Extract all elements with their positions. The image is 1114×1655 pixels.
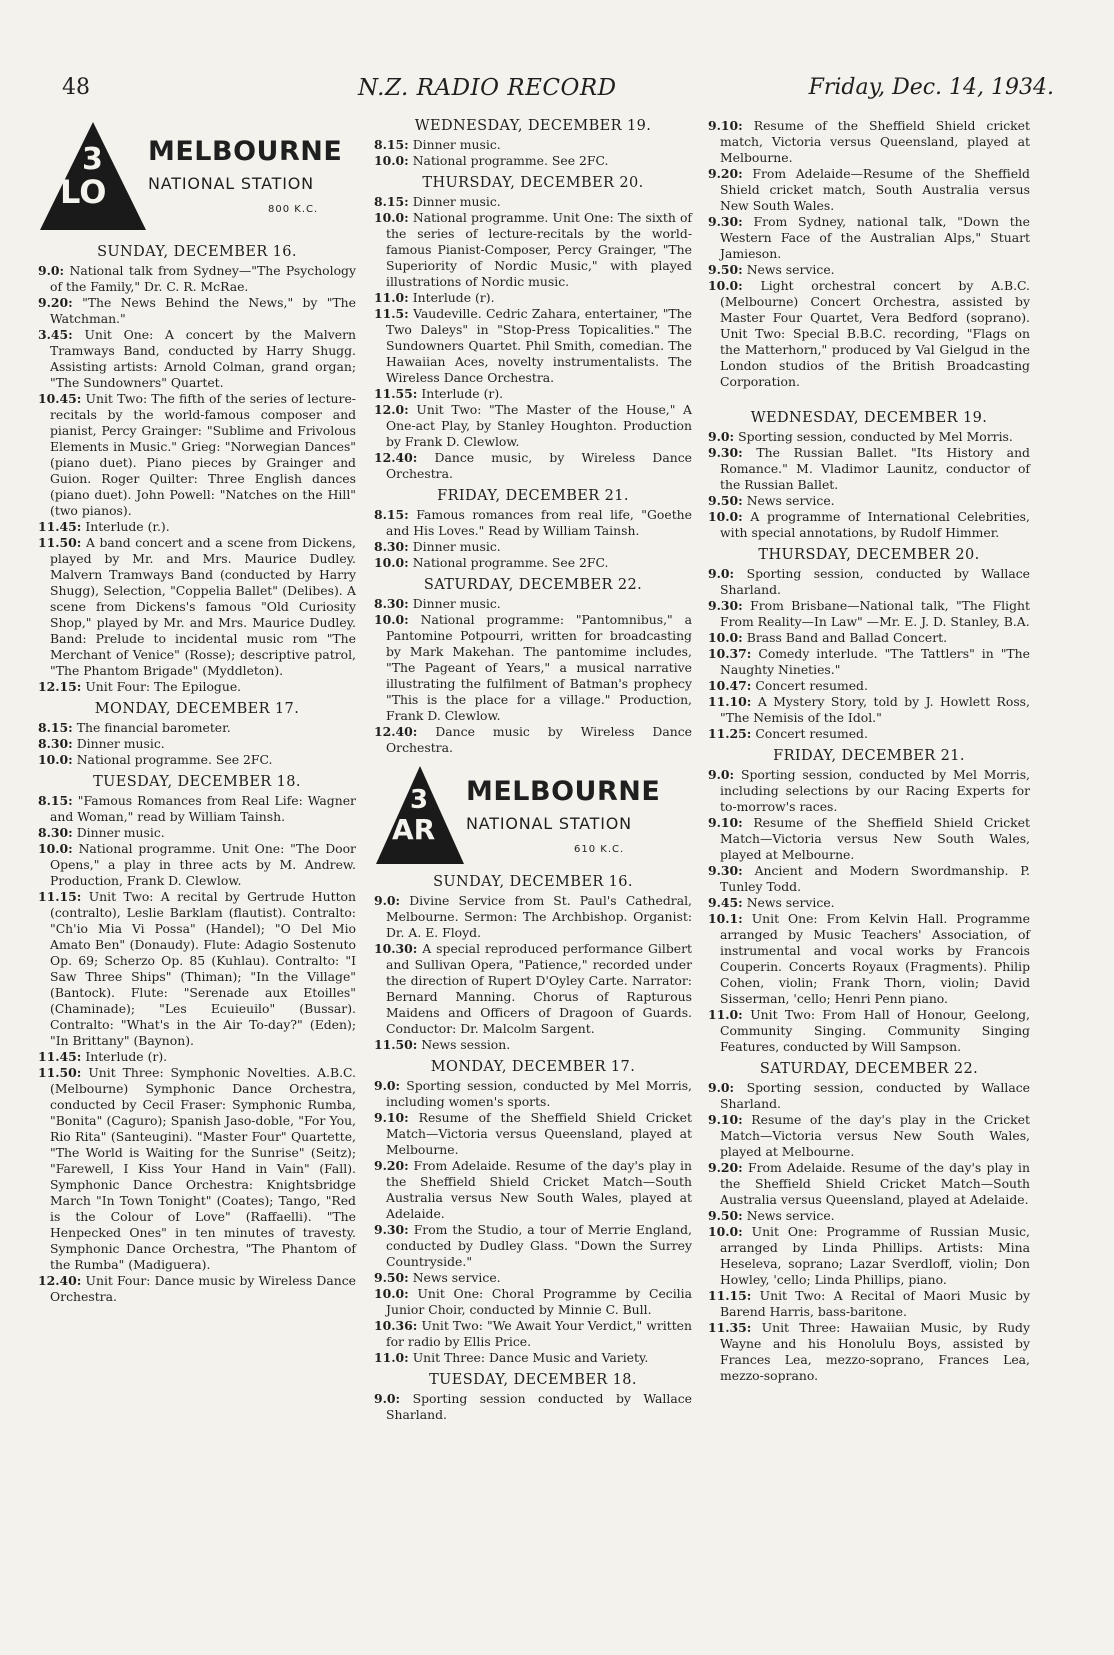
program-entry — [708, 911, 1030, 1007]
station-city: MELBOURNE — [466, 776, 661, 807]
program-text: Dinner music. — [76, 736, 165, 751]
program-time: 9.0: — [374, 893, 401, 908]
program-entry — [38, 1065, 356, 1273]
program-time: 10.0: — [374, 153, 409, 168]
program-text: Interlude (r.). — [85, 519, 170, 534]
program-entry — [38, 519, 356, 535]
program-text: Sporting session, conducted by Mel Morris, including women's sports. — [386, 1078, 692, 1109]
day-heading: FRIDAY, DECEMBER 21. — [437, 488, 629, 504]
program-entry — [708, 726, 1030, 742]
program-entry — [374, 893, 692, 941]
program-text: Interlude (r). — [412, 290, 495, 305]
program-entry — [708, 118, 1030, 166]
program-time: 9.10: — [708, 815, 743, 830]
program-time: 10.0: — [708, 509, 743, 524]
program-entry — [374, 1391, 692, 1423]
station-logo-3ar — [374, 764, 692, 868]
program-text: News session. — [421, 1037, 511, 1052]
program-list — [374, 507, 692, 571]
day-heading: SUNDAY, DECEMBER 16. — [433, 874, 633, 890]
program-entry — [38, 825, 356, 841]
program-entry — [374, 539, 692, 555]
program-time: 9.30: — [708, 445, 743, 460]
program-text: A programme of International Celebrities, with special annotations, by Rudolf Himmer. — [720, 509, 1030, 540]
program-entry — [374, 1222, 692, 1270]
program-time: 9.50: — [708, 493, 743, 508]
program-entry — [38, 720, 356, 736]
program-time: 9.30: — [708, 214, 743, 229]
program-list — [38, 263, 356, 695]
program-text: Unit Three: Hawaiian Music, by Rudy Wayne and his Honolulu Boys, assisted by Frances Lea, mezzo-soprano, Frances Lea, mezzo-soprano. — [720, 1320, 1030, 1383]
program-entry — [708, 646, 1030, 678]
program-time: 9.0: — [708, 429, 735, 444]
program-entry — [374, 507, 692, 539]
program-entry — [708, 278, 1030, 390]
program-time: 9.20: — [708, 166, 743, 181]
program-time: 8.15: — [38, 793, 73, 808]
program-time: 11.55: — [374, 386, 418, 401]
program-entry — [374, 290, 692, 306]
program-text: National programme. See 2FC. — [76, 752, 273, 767]
program-entry — [708, 863, 1030, 895]
program-entry — [708, 1007, 1030, 1055]
program-time: 10.0: — [708, 278, 743, 293]
program-time: 11.15: — [708, 1288, 752, 1303]
program-list — [374, 893, 692, 1053]
program-entry — [708, 166, 1030, 214]
program-time: 10.45: — [38, 391, 82, 406]
program-text: Unit One: From Kelvin Hall. Programme arranged by Music Teachers' Association, of instrumental and vocal works by Francois Couperin. Concerts Royaux (Fragments). Philip Cohen, violin; Frank Thorn, violin; David Sisserman, 'cello; Henri Penn piano. — [720, 911, 1030, 1006]
program-entry — [374, 1078, 692, 1110]
program-time: 8.30: — [38, 825, 73, 840]
program-text: Famous romances from real life, "Goethe and His Loves." Read by William Tainsh. — [386, 507, 692, 538]
program-text: National programme. See 2FC. — [412, 555, 609, 570]
program-entry — [708, 445, 1030, 493]
program-time: 10.1: — [708, 911, 743, 926]
day-heading: TUESDAY, DECEMBER 18. — [429, 1372, 637, 1388]
program-time: 11.45: — [38, 519, 82, 534]
program-time: 10.0: — [374, 555, 409, 570]
page-header — [62, 75, 1054, 105]
program-time: 11.45: — [38, 1049, 82, 1064]
day-heading: SATURDAY, DECEMBER 22. — [423, 577, 643, 593]
program-entry — [38, 841, 356, 889]
program-entry — [708, 1288, 1030, 1320]
program-text: Divine Service from St. Paul's Cathedral, Melbourne. Sermon: The Archbishop. Organist: Dr. A. E. Floyd. — [386, 893, 692, 940]
program-time: 10.30: — [374, 941, 418, 956]
program-list — [374, 137, 692, 169]
station-type: NATIONAL STATION — [148, 174, 314, 193]
program-entry — [708, 678, 1030, 694]
day-heading: WEDNESDAY, DECEMBER 19. — [750, 410, 988, 426]
program-entry — [38, 327, 356, 391]
program-text: Dinner music. — [76, 825, 165, 840]
program-text: Unit Two: A recital by Gertrude Hutton (contralto), Leslie Barklam (flautist). Contralto: "Ch'io Mia Vi Possa" (Handel); "O Del Mio Amato Ben" (Donaudy). Flute: Adagio Sostenuto Op. 69; Scherzo Op. 85 (Kuhlau). Contralto: "I Saw Three Ships" (Thiman); "In the Village" (Bantock). Flute: "Serenade aux Etoilles" (Chaminade); "Les Ecuieuilo" (Bussar). Contralto: "What's in the Air To-day?" (Eden); "In Brittany" (Baynon). — [50, 889, 356, 1048]
station-frequency: 610 K.C. — [574, 844, 625, 855]
program-text: Sporting session conducted by Wallace Sharland. — [386, 1391, 692, 1422]
program-text: Unit One: Choral Programme by Cecilia Junior Choir, conducted by Minnie C. Bull. — [386, 1286, 692, 1317]
publication-title: N.Z. RADIO RECORD — [358, 75, 617, 101]
program-text: From the Studio, a tour of Merrie England, conducted by Dudley Glass. "Down the Surrey Countryside." — [386, 1222, 692, 1269]
program-time: 11.50: — [374, 1037, 418, 1052]
program-entry — [374, 210, 692, 290]
program-time: 8.30: — [38, 736, 73, 751]
program-text: From Adelaide. Resume of the day's play in the Sheffield Shield Cricket Match—South Australia versus New South Wales, played at Adelaide. — [386, 1158, 692, 1221]
program-entry — [374, 1270, 692, 1286]
day-heading: MONDAY, DECEMBER 17. — [94, 701, 300, 717]
column-2 — [374, 118, 692, 1423]
program-entry — [38, 736, 356, 752]
program-text: Comedy interlude. "The Tattlers" in "The Naughty Nineties." — [720, 646, 1030, 677]
program-text: National programme: "Pantomnibus," a Pantomine Potpourri, written for broadcasting by Mark Makehan. The pantomime includes, "The Pageant of Years," a musical narrative illustrating the fulfilment of Batman's prophecy "This is the place for a village." Production, Frank D. Clewlow. — [386, 612, 692, 723]
program-entry — [374, 1318, 692, 1350]
program-time: 12.15: — [38, 679, 82, 694]
program-time: 11.5: — [374, 306, 409, 321]
program-time: 9.30: — [708, 598, 743, 613]
program-time: 11.0: — [374, 1350, 409, 1365]
program-list — [708, 118, 1030, 390]
program-time: 11.10: — [708, 694, 752, 709]
station-logo-3lo — [38, 118, 356, 238]
program-text: Unit Two: "The Master of the House," A One-act Play, by Stanley Houghton. Production by Frank D. Clewlow. — [386, 402, 692, 449]
program-entry — [374, 1286, 692, 1318]
program-text: Unit Two: The fifth of the series of lecture-recitals by the world-famous composer and pianist, Percy Grainger: "Sublime and Frivolous Elements in Music." Grieg: "Norwegian Dances" (piano duet). Piano pieces by Grainger and Guion. Roger Quilter: Three English dances (piano duet). John Powell: "Natches on the Hill" (two pianos). — [50, 391, 356, 518]
program-text: Interlude (r). — [85, 1049, 168, 1064]
program-text: Sporting session, conducted by Wallace Sharland. — [720, 566, 1030, 597]
call-sign-top: 3 — [82, 142, 103, 177]
program-time: 12.40: — [374, 724, 418, 739]
program-entry — [708, 630, 1030, 646]
program-text: Vaudeville. Cedric Zahara, entertainer, "The Two Daleys" in "Stop-Press Topicalities." The Sundowners Quartet. Phil Smith, comedian. The Hawaiian Aces, novelty instrumentalists. The Wireless Dance Orchestra. — [386, 306, 692, 385]
column-1 — [38, 118, 356, 1305]
program-text: News service. — [746, 262, 835, 277]
day-heading: SUNDAY, DECEMBER 16. — [97, 244, 297, 260]
program-entry — [708, 1160, 1030, 1208]
program-text: Dinner music. — [412, 194, 501, 209]
program-text: Sporting session, conducted by Wallace Sharland. — [720, 1080, 1030, 1111]
program-time: 10.0: — [708, 1224, 743, 1239]
program-time: 11.35: — [708, 1320, 752, 1335]
program-time: 12.40: — [38, 1273, 82, 1288]
program-entry — [374, 306, 692, 386]
program-text: From Brisbane—National talk, "The Flight From Reality—In Law" —Mr. E. J. D. Stanley, B.A. — [720, 598, 1030, 629]
program-text: Unit Three: Dance Music and Variety. — [412, 1350, 649, 1365]
program-text: National programme. See 2FC. — [412, 153, 609, 168]
program-time: 8.15: — [374, 507, 409, 522]
program-time: 10.0: — [38, 841, 73, 856]
program-text: From Adelaide. Resume of the day's play in the Sheffield Shield Cricket Match—South Australia versus Queensland, played at Adelaide. — [720, 1160, 1030, 1207]
program-entry — [38, 752, 356, 768]
program-entry — [38, 295, 356, 327]
program-text: News service. — [412, 1270, 501, 1285]
program-time: 3.45: — [38, 327, 73, 342]
station-city: MELBOURNE — [148, 136, 343, 167]
program-entry — [708, 1112, 1030, 1160]
program-entry — [374, 194, 692, 210]
program-text: "Famous Romances from Real Life: Wagner and Woman," read by William Tainsh. — [50, 793, 356, 824]
issue-date: Friday, Dec. 14, 1934. — [808, 75, 1054, 100]
program-list — [374, 194, 692, 482]
program-list — [374, 1391, 692, 1423]
program-list — [708, 767, 1030, 1055]
program-entry — [708, 1320, 1030, 1384]
program-text: Brass Band and Ballad Concert. — [746, 630, 948, 645]
program-text: A Mystery Story, told by J. Howlett Ross, "The Nemisis of the Idol." — [720, 694, 1030, 725]
program-entry — [708, 694, 1030, 726]
program-time: 9.50: — [374, 1270, 409, 1285]
program-entry — [374, 1350, 692, 1366]
program-entry — [374, 402, 692, 450]
program-time: 9.0: — [708, 767, 735, 782]
program-time: 9.20: — [374, 1158, 409, 1173]
program-time: 10.0: — [374, 612, 409, 627]
program-list — [708, 429, 1030, 541]
program-text: Resume of the Sheffield Shield Cricket Match—Victoria versus Queensland, played at Melbourne. — [386, 1110, 692, 1157]
program-list — [374, 596, 692, 756]
program-text: Concert resumed. — [755, 678, 868, 693]
program-time: 9.30: — [708, 863, 743, 878]
call-sign-top: 3 — [410, 785, 429, 815]
program-entry — [38, 535, 356, 679]
program-entry — [374, 386, 692, 402]
program-time: 8.15: — [374, 194, 409, 209]
program-text: Sporting session, conducted by Mel Morris. — [738, 429, 1013, 444]
program-entry — [38, 1049, 356, 1065]
program-time: 9.45: — [708, 895, 743, 910]
program-text: From Adelaide—Resume of the Sheffield Shield cricket match, South Australia versus New South Wales. — [720, 166, 1030, 213]
program-time: 11.25: — [708, 726, 752, 741]
program-entry — [374, 1158, 692, 1222]
program-entry — [708, 767, 1030, 815]
program-entry — [374, 724, 692, 756]
day-heading: THURSDAY, DECEMBER 20. — [758, 547, 980, 563]
program-entry — [708, 262, 1030, 278]
program-entry — [708, 493, 1030, 509]
program-list — [38, 720, 356, 768]
program-entry — [708, 895, 1030, 911]
program-text: Dance music, by Wireless Dance Orchestra. — [386, 450, 692, 481]
program-time: 9.20: — [708, 1160, 743, 1175]
program-text: Unit Two: A Recital of Maori Music by Barend Harris, bass-baritone. — [720, 1288, 1030, 1319]
program-text: A band concert and a scene from Dickens, played by Mr. and Mrs. Maurice Dudley. Malvern Tramways Band (conducted by Harry Shugg), Selection, "Coppelia Ballet" (Delibes). A scene from Dickens's famous "Old Curiosity Shop," played by Mr. and Mrs. Maurice Dudley. Band: Prelude to incidental music rom "The Merchant of Venice" (Rosse); descriptive patrol, "The Phantom Brigade" (Myddleton). — [50, 535, 356, 678]
program-time: 8.15: — [38, 720, 73, 735]
program-time: 10.0: — [708, 630, 743, 645]
program-time: 8.15: — [374, 137, 409, 152]
program-text: Unit Three: Symphonic Novelties. A.B.C. (Melbourne) Symphonic Dance Orchestra, conducted by Cecil Fraser: Symphonic Rumba, "Bonita" (Caguro); Spanish Jaso-doble, "For You, Rio Rita" (Santeugini). "Master Four" Quartette, "The World is Waiting for the Sunrise" (Seitz); "Farewell, I Kiss Your Hand in Vain" (Fall). Symphonic Dance Orchestra: Knightsbridge March "In Town Tonight" (Coates); Tango, "Red is the Colour of Love" (Raffaelli). "The Henpecked Ones" in ten minutes of travesty. Symphonic Dance Orchestra, "The Phantom of the Rumba" (Madiguera). — [50, 1065, 356, 1272]
program-entry — [374, 1037, 692, 1053]
program-entry — [708, 1080, 1030, 1112]
program-time: 10.0: — [374, 1286, 409, 1301]
call-sign-bottom: AR — [392, 813, 436, 846]
day-heading: SATURDAY, DECEMBER 22. — [759, 1061, 979, 1077]
program-time: 9.10: — [374, 1110, 409, 1125]
program-time: 11.0: — [708, 1007, 743, 1022]
program-list — [374, 1078, 692, 1366]
day-heading: FRIDAY, DECEMBER 21. — [773, 748, 965, 764]
program-entry — [708, 598, 1030, 630]
day-heading: WEDNESDAY, DECEMBER 19. — [414, 118, 652, 134]
program-time: 11.15: — [38, 889, 82, 904]
program-list — [708, 1080, 1030, 1384]
program-text: Sporting session, conducted by Mel Morris, including selections by our Racing Experts for to-morrow's races. — [720, 767, 1030, 814]
program-entry — [708, 815, 1030, 863]
program-text: Unit Two: "We Await Your Verdict," written for radio by Ellis Price. — [386, 1318, 692, 1349]
program-entry — [374, 137, 692, 153]
program-entry — [374, 1110, 692, 1158]
program-text: Unit Four: Dance music by Wireless Dance Orchestra. — [50, 1273, 356, 1304]
program-text: Dinner music. — [412, 137, 501, 152]
program-time: 9.0: — [374, 1391, 401, 1406]
program-time: 9.50: — [708, 262, 743, 277]
program-text: Unit Four: The Epilogue. — [85, 679, 242, 694]
program-text: National talk from Sydney—"The Psychology of the Family," Dr. C. R. McRae. — [50, 263, 356, 294]
program-time: 10.0: — [38, 752, 73, 767]
column-3 — [708, 118, 1030, 1384]
program-time: 11.0: — [374, 290, 409, 305]
program-entry — [708, 429, 1030, 445]
program-text: News service. — [746, 895, 835, 910]
program-time: 9.0: — [374, 1078, 401, 1093]
program-text: Concert resumed. — [755, 726, 868, 741]
program-text: "The News Behind the News," by "The Watchman." — [50, 295, 356, 326]
program-text: Dinner music. — [412, 596, 501, 611]
program-time: 9.0: — [708, 566, 735, 581]
program-entry — [374, 941, 692, 1037]
day-heading: MONDAY, DECEMBER 17. — [430, 1059, 636, 1075]
station-frequency: 800 K.C. — [268, 204, 319, 215]
program-entry — [708, 509, 1030, 541]
program-entry — [38, 889, 356, 1049]
day-heading: TUESDAY, DECEMBER 18. — [93, 774, 301, 790]
program-text: From Sydney, national talk, "Down the Western Face of the Australian Alps," Stuart Jamieson. — [720, 214, 1030, 261]
program-list — [708, 566, 1030, 742]
program-text: Resume of the Sheffield Shield Cricket Match—Victoria versus New South Wales, played at Melbourne. — [720, 815, 1030, 862]
program-text: Light orchestral concert by A.B.C. (Melbourne) Concert Orchestra, assisted by Master Four Quartet, Vera Bedford (soprano). Unit Two: Special B.B.C. recording, "Flags on the Matterhorn," produced by Val Gielgud in the London studios of the British Broadcasting Corporation. — [720, 278, 1030, 389]
program-entry — [374, 612, 692, 724]
program-text: Unit One: Programme of Russian Music, arranged by Linda Phillips. Artists: Mina Heseleva, soprano; Lazar Sverdloff, violin; Don Howley, 'cello; Linda Phillips, piano. — [720, 1224, 1030, 1287]
program-time: 12.40: — [374, 450, 418, 465]
program-time: 8.30: — [374, 539, 409, 554]
program-time: 9.20: — [38, 295, 73, 310]
call-sign-bottom: LO — [60, 173, 107, 211]
program-time: 8.30: — [374, 596, 409, 611]
program-text: Unit One: A concert by the Malvern Tramways Band, conducted by Harry Shugg. Assisting artists: Arnold Colman, grand organ; "The Sundowners" Quartet. — [50, 327, 356, 390]
program-time: 11.50: — [38, 535, 82, 550]
program-time: 10.0: — [374, 210, 409, 225]
program-text: News service. — [746, 493, 835, 508]
program-entry — [708, 1224, 1030, 1288]
program-time: 9.0: — [708, 1080, 735, 1095]
program-time: 10.37: — [708, 646, 752, 661]
program-list — [38, 793, 356, 1305]
program-entry — [38, 679, 356, 695]
program-time: 10.36: — [374, 1318, 418, 1333]
program-entry — [38, 793, 356, 825]
program-time: 9.50: — [708, 1208, 743, 1223]
program-time: 9.0: — [38, 263, 65, 278]
program-text: The Russian Ballet. "Its History and Romance." M. Vladimor Launitz, conductor of the Russian Ballet. — [720, 445, 1030, 492]
program-text: The financial barometer. — [76, 720, 231, 735]
program-time: 9.10: — [708, 118, 743, 133]
program-entry — [708, 1208, 1030, 1224]
program-text: Dinner music. — [412, 539, 501, 554]
program-time: 12.0: — [374, 402, 409, 417]
program-entry — [38, 1273, 356, 1305]
program-text: Interlude (r). — [421, 386, 504, 401]
program-text: Dance music by Wireless Dance Orchestra. — [386, 724, 692, 755]
program-entry — [374, 450, 692, 482]
program-time: 10.47: — [708, 678, 752, 693]
program-entry — [38, 263, 356, 295]
program-text: A special reproduced performance Gilbert and Sullivan Opera, "Patience," recorded under the direction of Rupert D'Oyley Carte. Narrator: Bernard Manning. Chorus of Rapturous Maidens and Officers of Dragoon of Guards. Conductor: Dr. Malcolm Sargent. — [386, 941, 692, 1036]
program-text: Unit Two: From Hall of Honour, Geelong, Community Singing. Community Singing Features, conducted by Will Sampson. — [720, 1007, 1030, 1054]
program-text: Resume of the Sheffield Shield cricket match, Victoria versus Queensland, played at Melbourne. — [720, 118, 1030, 165]
program-entry — [38, 391, 356, 519]
program-entry — [708, 566, 1030, 598]
program-entry — [374, 596, 692, 612]
program-text: National programme. Unit One: The sixth of the series of lecture-recitals by the world-famous Pianist-Composer, Percy Grainger, "The Superiority of Nordic Music," with played illustrations of Nordic music. — [386, 210, 692, 289]
day-heading: THURSDAY, DECEMBER 20. — [422, 175, 644, 191]
program-text: News service. — [746, 1208, 835, 1223]
program-text: National programme. Unit One: "The Door Opens," a play in three acts by M. Andrew. Production, Frank D. Clewlow. — [50, 841, 356, 888]
program-entry — [708, 214, 1030, 262]
program-time: 11.50: — [38, 1065, 82, 1080]
program-time: 9.30: — [374, 1222, 409, 1237]
program-text: Resume of the day's play in the Cricket Match—Victoria versus New South Wales, played at Melbourne. — [720, 1112, 1030, 1159]
station-type: NATIONAL STATION — [466, 814, 632, 833]
program-text: Ancient and Modern Swordmanship. P. Tunley Todd. — [720, 863, 1030, 894]
program-time: 9.10: — [708, 1112, 743, 1127]
program-entry — [374, 555, 692, 571]
page-number: 48 — [62, 75, 90, 100]
program-entry — [374, 153, 692, 169]
